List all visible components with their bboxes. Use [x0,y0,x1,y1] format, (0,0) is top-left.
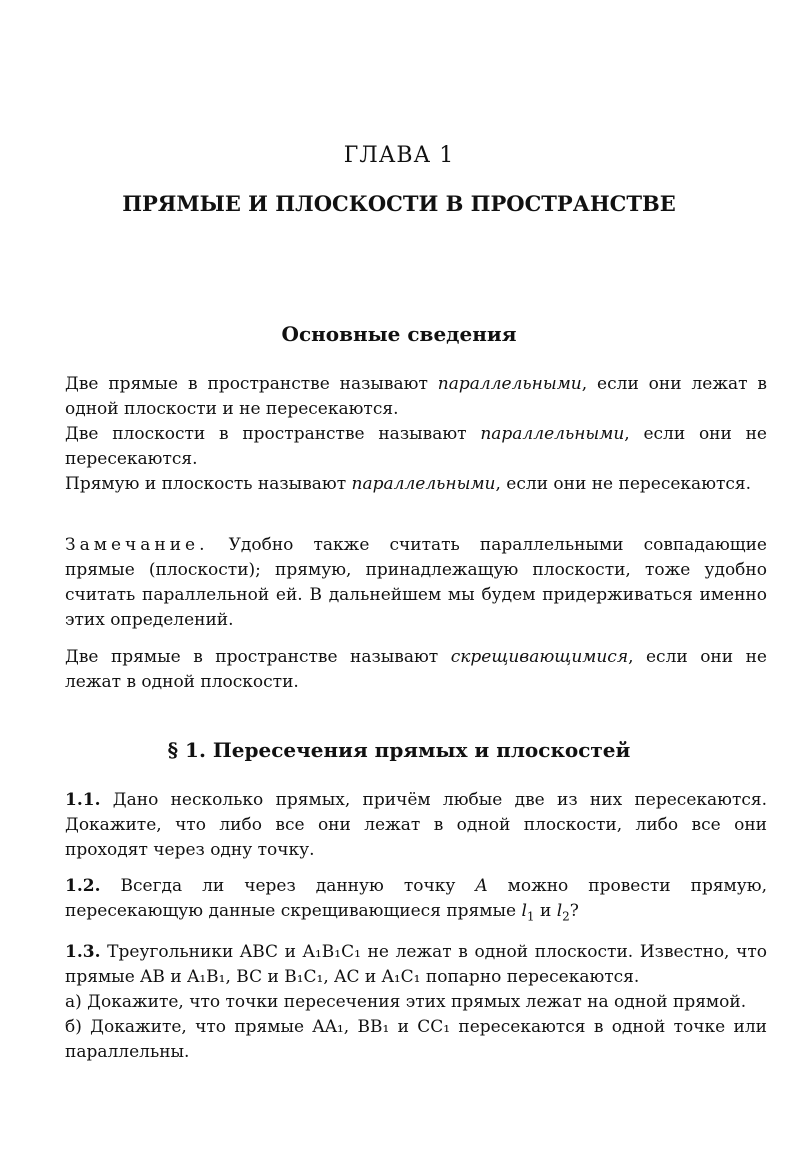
basics-heading: Основные сведения [281,322,517,346]
section1-heading: § 1. Пересечения прямых и плоскостей [167,738,631,762]
definition-skew-lines: Две прямые в пространстве называют скрещивающимися, если они не лежат в одной плоскости. [65,647,767,692]
basics-definitions [65,372,767,497]
definition-parallel-planes: Две плоскости в пространстве называют параллельными, если они не пересекаются. [65,424,767,469]
term-parallel: параллельными [480,424,625,444]
problem-1-3-a: а) Докажите, что точки пересечения этих прямых лежат на одной прямой. [65,992,747,1013]
remark-paragraph: Замечание. Удобно также считать параллельными совпадающие прямые (плоскости); прямую, принадлежащую плоскости, тоже удобно считать параллельной ей. В дальнейшем мы будем придерживаться именно этих определений. [65,535,767,630]
remark-label: Замечание. [65,535,209,555]
term-parallel: параллельными [351,474,496,494]
problem-1-1: 1.1. Дано несколько прямых, причём любые две из них пересекаются. Докажите, что либо все они лежат в одной плоскости, либо все они проходят через одну точку. [65,790,767,860]
chapter-number: ГЛАВА 1 [343,143,455,168]
problem-number: 1.1. [65,790,101,810]
section1-problems [65,788,767,1065]
term-skew: скрещивающимися [450,647,629,667]
basics-skew [65,645,767,695]
problem-1-2: 1.2. Всегда ли через данную точку A можно провести прямую, пересекающую данные скрещивающиеся прямые $l_1$ и $l_2$? [65,876,767,924]
definition-parallel-lines: Две прямые в пространстве называют параллельными, если они лежат в одной плоскости и не пересекаются. [65,374,767,419]
basics-remark [65,533,767,633]
chapter-title: ПРЯМЫЕ И ПЛОСКОСТИ В ПРОСТРАНСТВЕ [122,191,676,216]
problem-number: 1.3. [65,942,101,963]
problem-number: 1.2. [65,876,101,896]
definition-parallel-line-plane: Прямую и плоскость называют параллельными, если они не пересекаются. [65,474,752,494]
problem-1-3-b: б) Докажите, что прямые AA₁, BB₁ и CC₁ пересекаются в одной точке или параллельны. [65,1017,767,1063]
term-parallel: параллельными [437,374,582,394]
problem-1-3: 1.3. Треугольники ABC и A₁B₁C₁ не лежат в одной плоскости. Известно, что прямые AB и A₁B₁, BC и B₁C₁, AC и A₁C₁ попарно пересекаются. [65,942,768,988]
